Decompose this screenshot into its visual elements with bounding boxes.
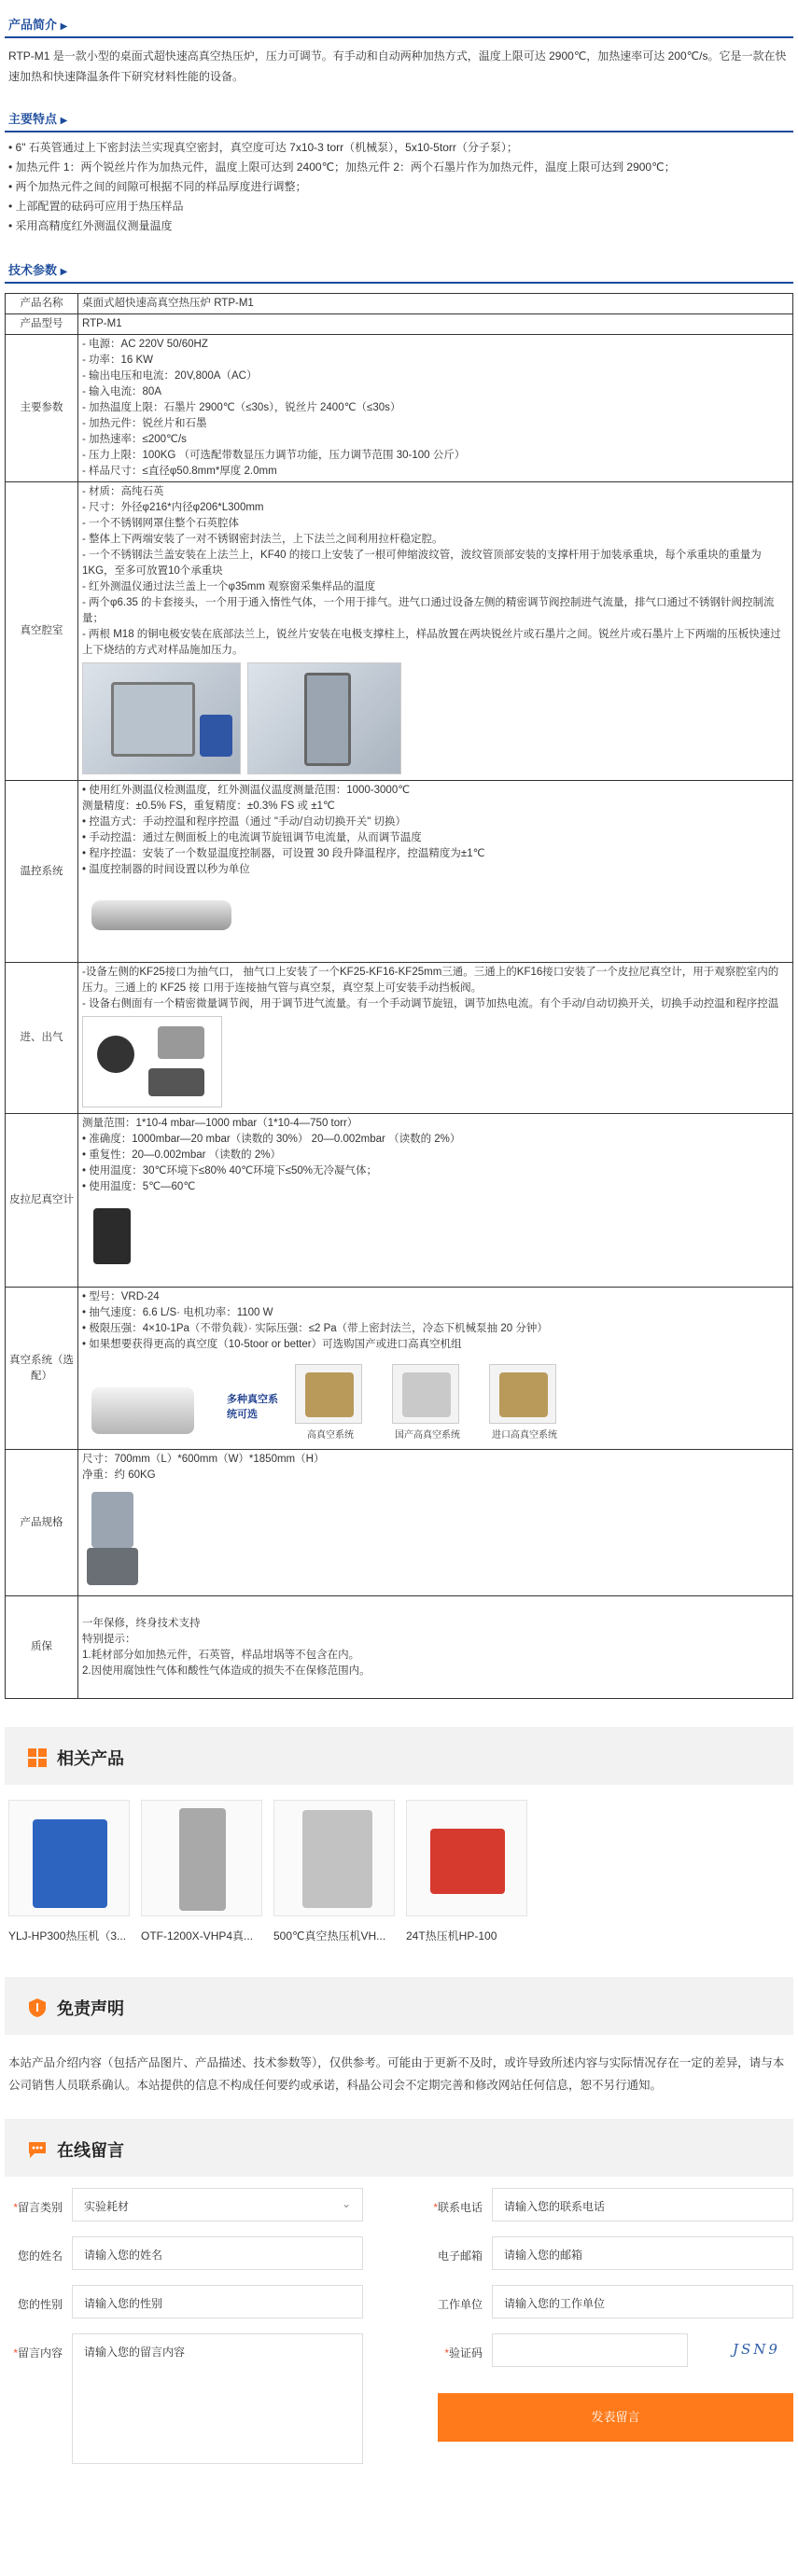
vacuum-system-option: 高真空系统 — [295, 1360, 366, 1443]
spec-value: • 型号：VRD-24 • 抽气速度：6.6 L/S· 电机功率：1100 W • 极限压强：4×10-1Pa（不带负载）· 实际压强：≤2 Pa（带上密封法兰，冷态下机械泵抽 20 分钟） • 如果想要获得更高的真空度（10-5toor or better）可选购国产或进口高真空机组 多种真空系统可选 高真空系统 国产高真空系统 进口高真空系统 — [78, 1288, 793, 1450]
spec-value: 一年保修，终身技术支持 特别提示： 1.耗材部分如加热元件，石英管，样品坩埚等不包含在内。 2.因使用腐蚀性气体和酸性气体造成的损失不在保修范围内。 — [78, 1596, 793, 1699]
product-thumbnail[interactable] — [273, 1800, 395, 1916]
spec-key: 产品名称 — [6, 294, 78, 314]
spec-value: 桌面式超快速高真空热压炉 RTP-M1 — [78, 294, 793, 314]
product-thumbnail[interactable] — [406, 1800, 527, 1916]
spec-key: 皮拉尼真空计 — [6, 1114, 78, 1288]
spec-value: -设备左侧的KF25接口为抽气口， 抽气口上安装了一个KF25-KF16-KF25mm三通。三通上的KF16接口安装了一个皮拉尼真空计，用于观察腔室内的压力。三通上的 KF25 接 口用于连接抽气管与真空泵，真空泵上可安装手动挡板阀。 - 设备右侧面有一个精密微量调节阀，用于调节进气流量。有一个手动调节旋钮，调节加热电流。有个手动/自动切换开关，切换手动控温和程序控温 — [78, 963, 793, 1114]
chevron-down-icon: ⌄ — [341, 2197, 351, 2210]
gender-label: 您的性别 — [17, 2298, 63, 2311]
spec-value: 尺寸：700mm（L）*600mm（W）*1850mm（H） 净重：约 60KG — [78, 1450, 793, 1596]
product-card[interactable] — [273, 1800, 395, 1943]
company-label: 工作单位 — [437, 2298, 483, 2311]
spec-table — [5, 293, 793, 1699]
vacuum-system-option: 国产高真空系统 — [392, 1360, 463, 1443]
product-card[interactable] — [141, 1800, 262, 1943]
spec-value: • 使用红外测温仪检测温度，红外测温仪温度测量范围：1000-3000℃ 测量精度：±0.5% FS，重复精度：±0.3% FS 或 ±1℃ • 控温方式：手动控温和程序控温（通过 "手动/自动切换开关" 切换） • 手动控温：通过左侧面板上的电流调节旋钮调节电流量，从而调节温度 • 程序控温：安装了一个数显温度控制器，可设置 30 段升降温程序，控温精度为±1℃ • 温度控制器的时间设置以秒为单位 — [78, 781, 793, 963]
product-name[interactable]: 500℃真空热压机VH... — [273, 1929, 386, 1942]
related-products-list — [5, 1785, 793, 1943]
captcha-input[interactable] — [492, 2333, 688, 2367]
disclaimer-text: 本站产品介绍内容（包括产品图片、产品描述、技术参数等），仅供参考。可能由于更新不及时，或许导致所述内容与实际情况存在一定的差异，请与本公司销售人员联系确认。本站提供的信息不构成任何要约或承诺，科晶公司会不定期完善和修改网站任何信息，恕不另行通知。 — [8, 2056, 785, 2092]
vacuum-image-label: 多种真空系统可选 — [227, 1394, 278, 1420]
feature-item: • 6" 石英管通过上下密封法兰实现真空密封，真空度可达 7x10-3 torr（机械泵），5x10-5torr（分子泵）； — [8, 141, 518, 154]
content-label: *留言内容 — [13, 2346, 63, 2360]
product-card[interactable] — [406, 1800, 527, 1943]
category-select[interactable]: 实验耗材 ⌄ — [72, 2188, 363, 2221]
spec-section-title: 技术参数 ▶ — [5, 251, 793, 284]
spec-key: 产品规格 — [6, 1450, 78, 1596]
feature-item: • 加热元件 1：两个锐丝片作为加热元件，温度上限可达到 2400℃；加热元件 2：两个石墨片作为加热元件，温度上限可达到 2900℃； — [8, 160, 676, 174]
spec-key: 主要参数 — [6, 335, 78, 482]
vacuum-pump-photo — [82, 1364, 278, 1443]
message-title: 在线留言 — [57, 2141, 124, 2160]
phone-input[interactable]: 请输入您的联系电话 — [492, 2188, 793, 2221]
content-wrapper — [5, 6, 793, 2494]
spec-value: - 材质：高纯石英 - 尺寸：外径φ216*内径φ206*L300mm - 一个不锈钢网罩住整个石英腔体 - 整体上下两端安装了一对不锈钢密封法兰，上下法兰之间利用拉杆稳定腔。 - 一个不锈钢法兰盖安装在上法兰上，KF40 的接口上安装了一根可伸缩波纹管，波纹管顶部安装的支撑杆用于加装承重块，每个承重块的重量为1KG，至多可放置10个承重块 - 红外测温仪通过法兰盖上一个φ35mm 观察窗采集样品的温度 - 两个φ6.35 的卡套接头，一个用于通入惰性气体，一个用于排气。进气口通过设备左侧的精密调节阀控制进气流量，排气口通过不锈钢针阀控制流量； - 两根 M18 的铜电极安装在底部法兰上，锐丝片安装在电极支撑柱上，样品放置在两块锐丝片或石墨片之间。锐丝片或石墨片上下两端的压板快速过上下烧结的方式对样品施加压力。 — [78, 482, 793, 781]
name-label: 您的姓名 — [17, 2249, 63, 2263]
intro-section-title: 产品简介 ▶ — [5, 6, 793, 38]
email-label: 电子邮箱 — [437, 2249, 483, 2263]
feature-item: • 采用高精度红外测温仪测量温度 — [8, 219, 173, 232]
message-form — [5, 2177, 793, 2494]
chat-icon — [27, 2139, 48, 2160]
name-input[interactable]: 请输入您的姓名 — [72, 2236, 363, 2270]
product-name[interactable]: OTF-1200X-VHP4真... — [141, 1929, 254, 1942]
features-section-title: 主要特点 ▶ — [5, 100, 793, 132]
product-card[interactable] — [8, 1800, 130, 1943]
chamber-photo — [247, 662, 401, 774]
spec-key: 真空腔室 — [6, 482, 78, 781]
grid-icon — [27, 1748, 48, 1768]
gender-input[interactable]: 请输入您的性别 — [72, 2285, 363, 2318]
feature-item: • 两个加热元件之间的间隙可根据不同的样品厚度进行调整； — [8, 180, 307, 193]
spec-key: 产品型号 — [6, 314, 78, 335]
feature-item: • 上部配置的砝码可应用于热压样品 — [8, 200, 184, 213]
intro-text: RTP-M1 是一款小型的桌面式超快速高真空热压炉，压力可调节。有手动和自动两种加热方式，温度上限可达 2900℃，加热速率可达 200℃/s。它是一款在快速加热和快速降温条件下研究材料性能的设备。 — [8, 49, 787, 83]
vacuum-system-option: 进口高真空系统 — [489, 1360, 560, 1443]
product-photo — [82, 1487, 143, 1590]
features-list — [5, 132, 793, 245]
infrared-thermometer-photo — [82, 882, 241, 956]
product-name[interactable]: YLJ-HP300热压机（3... — [8, 1929, 127, 1942]
spec-value: 测量范围：1*10-4 mbar—1000 mbar（1*10-4—750 torr） • 准确度：1000mbar—20 mbar（读数的 30%） 20—0.002mbar （读数的 2%） • 重复性：20—0.002mbar （读数的 2%） • 使用温度：30℃环境下≤80% 40℃环境下≤50%无冷凝气体； • 使用温度：5℃—60℃ — [78, 1114, 793, 1288]
spec-value: - 电源：AC 220V 50/60HZ - 功率：16 KW - 输出电压和电流：20V,800A（AC） - 输入电流：80A - 加热温度上限：石墨片 2900℃（≤30s），锐丝片 2400℃（≤30s） - 加热元件：锐丝片和石墨 - 加热速率：≤200℃/s - 压力上限：100KG （可选配带数显压力调节功能，压力调节范围 30-100 公斤） - 样品尺寸：≤直径φ50.8mm*厚度 2.0mm — [78, 335, 793, 482]
pirani-gauge-photo — [82, 1199, 146, 1281]
chamber-photo — [82, 662, 241, 774]
spec-key: 真空系统（选配） — [6, 1288, 78, 1450]
product-name[interactable]: 24T热压机HP-100 — [406, 1929, 497, 1942]
related-products-header — [5, 1727, 793, 1785]
spec-key: 进、出气 — [6, 963, 78, 1114]
related-products-title: 相关产品 — [57, 1749, 124, 1768]
captcha-image[interactable]: JSN9 — [733, 2341, 780, 2358]
phone-label: *联系电话 — [433, 2201, 483, 2214]
company-input[interactable]: 请输入您的工作单位 — [492, 2285, 793, 2318]
message-header — [5, 2119, 793, 2177]
product-thumbnail[interactable] — [141, 1800, 262, 1916]
spec-value: RTP-M1 — [78, 314, 793, 335]
disclaimer-header — [5, 1977, 793, 2035]
category-label: *留言类别 — [13, 2201, 63, 2214]
product-thumbnail[interactable] — [8, 1800, 130, 1916]
disclaimer-title: 免责声明 — [57, 1999, 124, 2018]
captcha-label: *验证码 — [444, 2346, 483, 2360]
content-textarea[interactable]: 请输入您的留言内容 — [72, 2333, 363, 2464]
submit-button[interactable]: 发表留言 — [438, 2393, 793, 2442]
gas-valve-photo — [82, 1016, 222, 1107]
spec-key: 质保 — [6, 1596, 78, 1699]
shield-icon — [27, 1998, 48, 2018]
email-input[interactable]: 请输入您的邮箱 — [492, 2236, 793, 2270]
spec-key: 温控系统 — [6, 781, 78, 963]
